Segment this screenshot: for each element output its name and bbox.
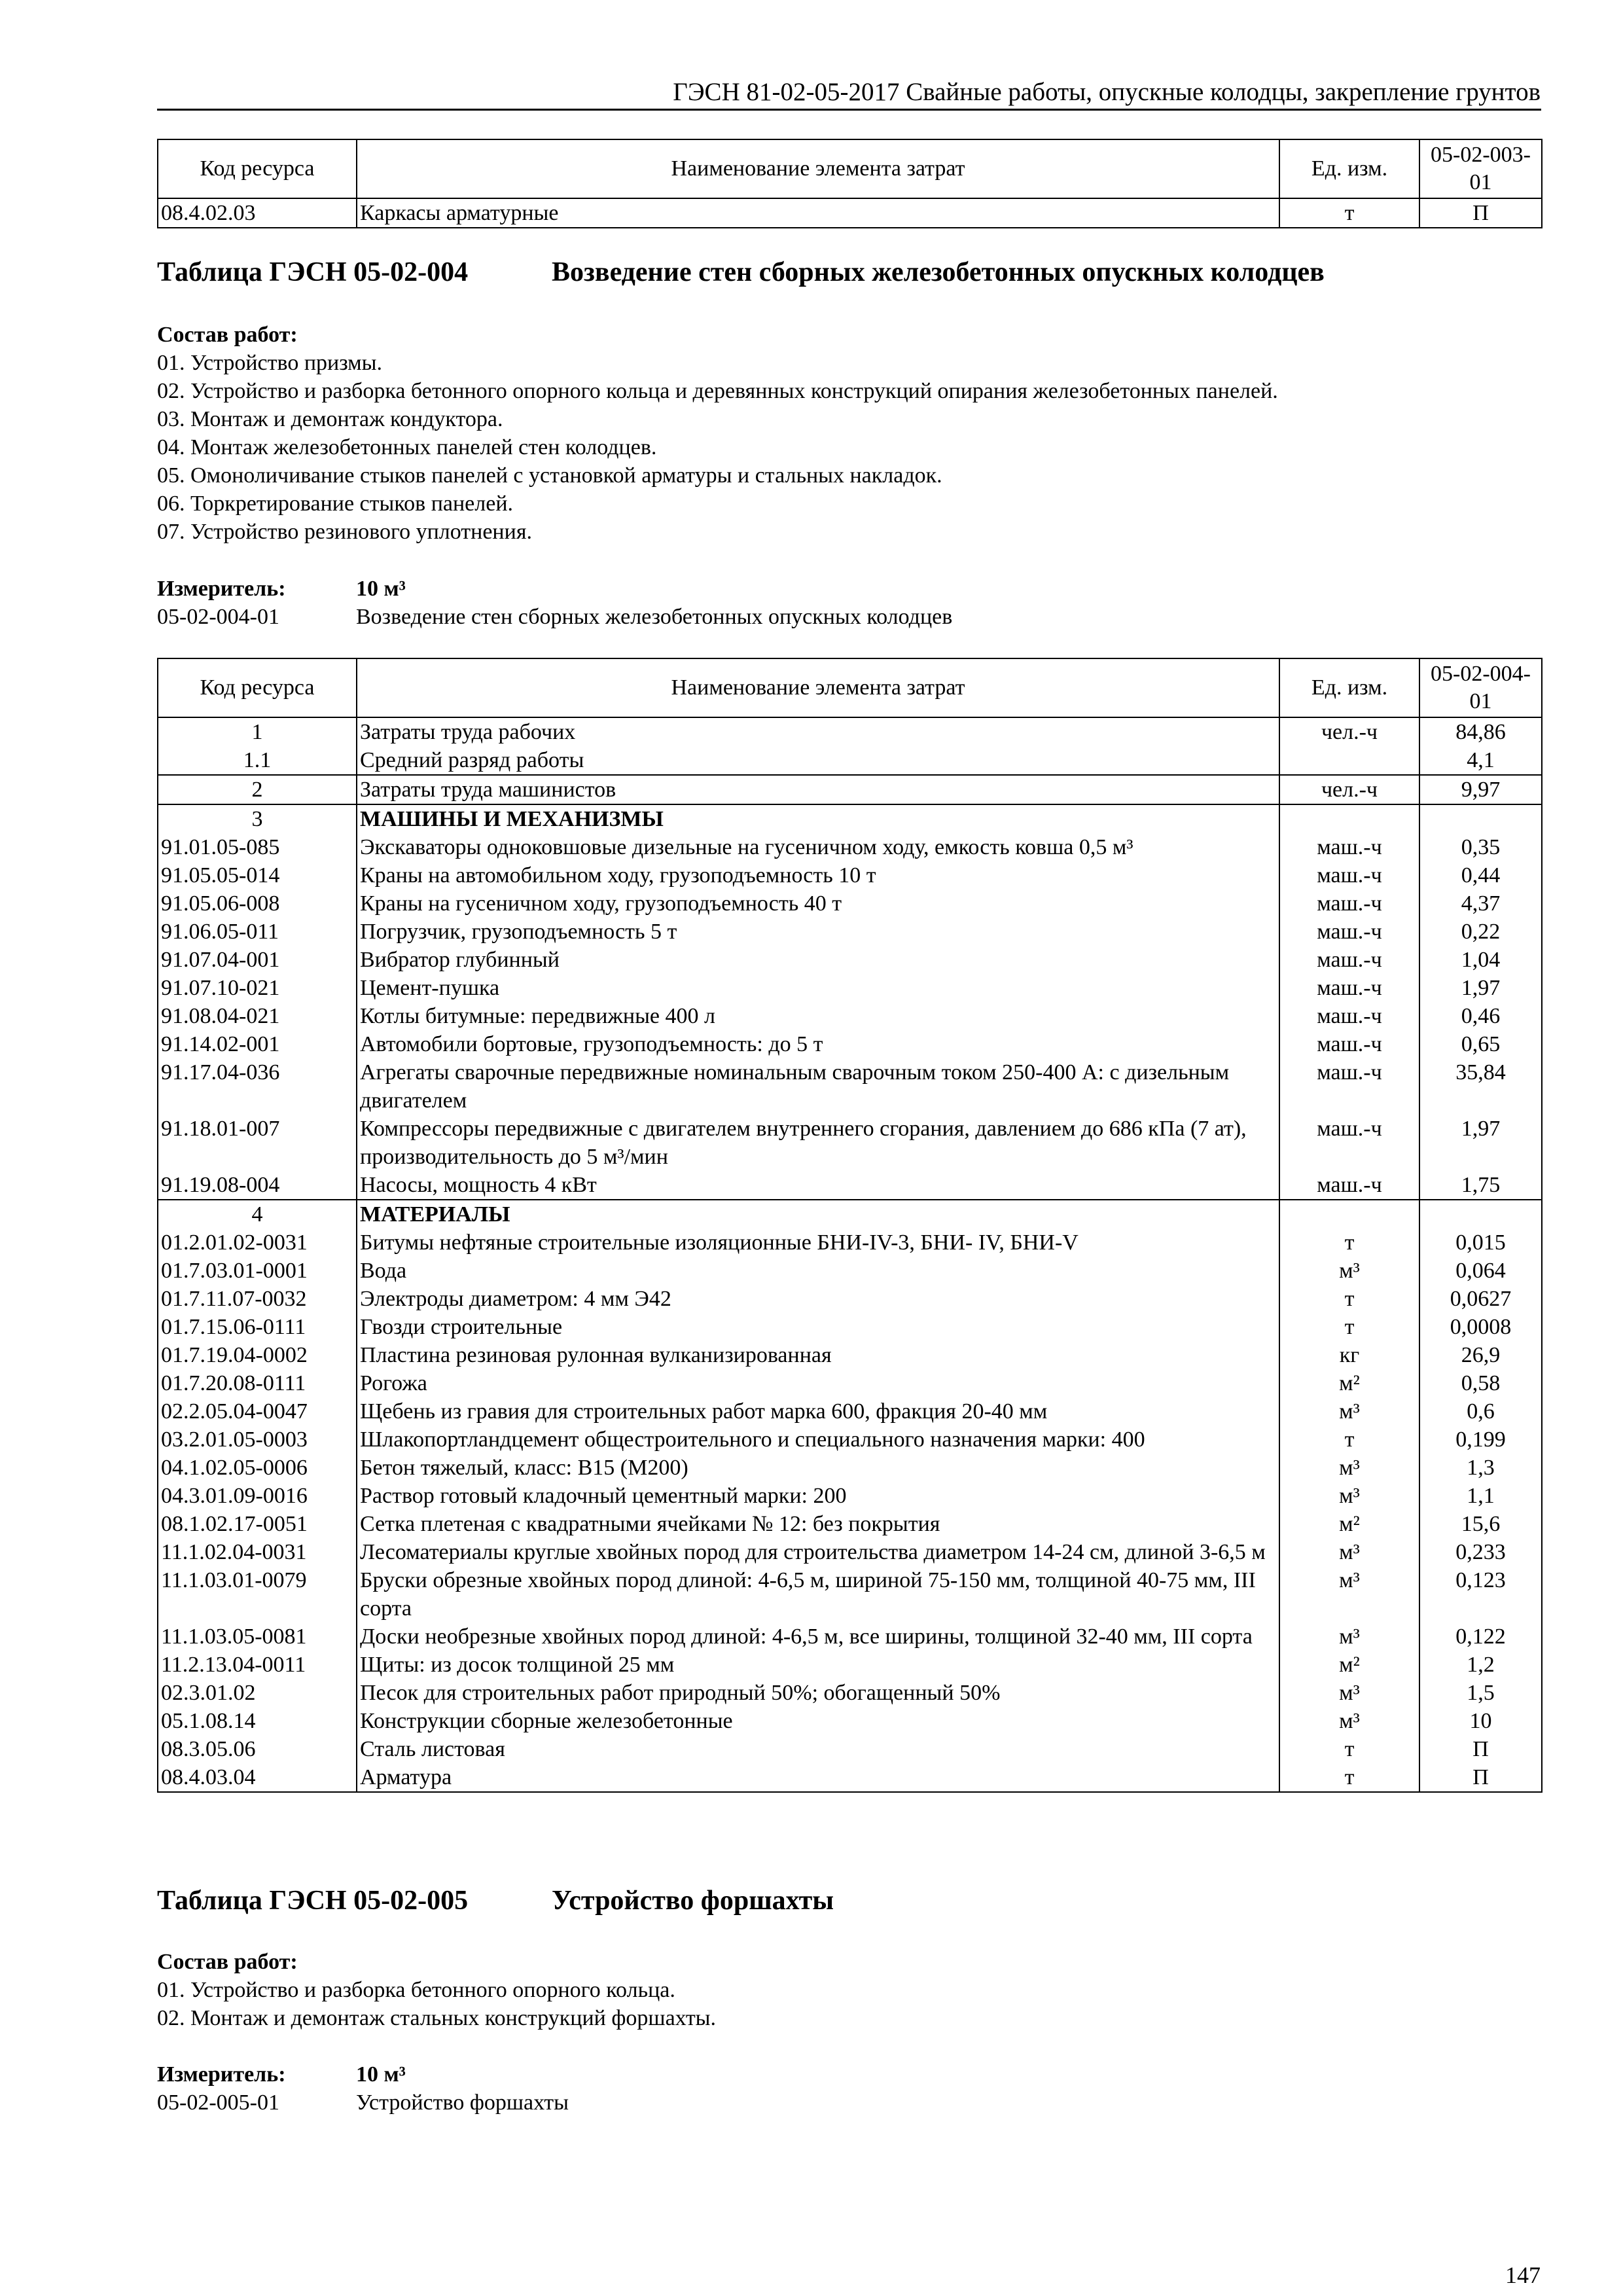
- resource-code-cell: 05.1.08.14: [158, 1707, 357, 1735]
- resource-value-cell: 0,22: [1419, 918, 1542, 946]
- resource-value-cell: 0,6: [1419, 1397, 1542, 1426]
- norm-item-name: Устройство форшахты: [356, 2090, 569, 2115]
- page-number: 147: [1505, 2262, 1541, 2288]
- resource-name-cell: Экскаваторы одноковшовые дизельные на гусеничном ходу, емкость ковша 0,5 м³: [357, 833, 1279, 861]
- resource-unit-cell: чел.-ч: [1279, 717, 1419, 746]
- work-item: 02. Устройство и разборка бетонного опорного кольца и деревянных конструкций опирания железобетонных панелей.: [157, 379, 1278, 403]
- table-row: [158, 1030, 1542, 1058]
- resource-name-cell: Сталь листовая: [357, 1735, 1279, 1763]
- col-header-norm-code: 05-02-003-01: [1419, 139, 1542, 198]
- resource-code-cell: 04.1.02.05-0006: [158, 1454, 357, 1482]
- resource-name-cell: Насосы, мощность 4 кВт: [357, 1171, 1279, 1200]
- resource-code-cell: 01.2.01.02-0031: [158, 1229, 357, 1257]
- resource-unit-cell: [1279, 804, 1419, 833]
- resource-unit-cell: [1279, 746, 1419, 775]
- col-header-code: Код ресурса: [158, 139, 357, 198]
- meter-value: 10 м³: [356, 2062, 406, 2087]
- resource-unit-cell: маш.-ч: [1279, 1115, 1419, 1171]
- resource-name-cell: Погрузчик, грузоподъемность 5 т: [357, 918, 1279, 946]
- resource-unit-cell: т: [1279, 1285, 1419, 1313]
- resource-unit-cell: маш.-ч: [1279, 946, 1419, 974]
- resource-code-cell: 04.3.01.09-0016: [158, 1482, 357, 1510]
- table-row: [158, 1735, 1542, 1763]
- header-rule: [157, 109, 1541, 111]
- table-row: [158, 717, 1542, 746]
- resource-name-cell: Гвозди строительные: [357, 1313, 1279, 1341]
- resource-table-05-02-003: [157, 139, 1543, 228]
- table-title-code: Таблица ГЭСН 05-02-004: [157, 257, 469, 287]
- resource-value-cell: 4,37: [1419, 889, 1542, 918]
- resource-unit-cell: м²: [1279, 1510, 1419, 1538]
- resource-value-cell: 15,6: [1419, 1510, 1542, 1538]
- resource-code-cell: 11.2.13.04-0011: [158, 1651, 357, 1679]
- resource-value-cell: 0,65: [1419, 1030, 1542, 1058]
- resource-code-cell: 1.1: [158, 746, 357, 775]
- resource-value-cell: 0,46: [1419, 1002, 1542, 1030]
- meter-label: Измеритель:: [157, 577, 286, 601]
- resource-code-cell: 91.18.01-007: [158, 1115, 357, 1171]
- meter-label: Измеритель:: [157, 2062, 286, 2087]
- table-row: [158, 1623, 1542, 1651]
- resource-code-cell: 91.01.05-085: [158, 833, 357, 861]
- resource-name-cell: Затраты труда рабочих: [357, 717, 1279, 746]
- table-title-05-02-005: [157, 1885, 834, 1916]
- table-row: [158, 198, 1542, 228]
- meter-block-05-02-005: [157, 2060, 1541, 2117]
- resource-value-cell: 1,2: [1419, 1651, 1542, 1679]
- resource-code-cell: 91.07.10-021: [158, 974, 357, 1002]
- resource-unit-cell: м³: [1279, 1397, 1419, 1426]
- resource-code-cell: 91.14.02-001: [158, 1030, 357, 1058]
- table-title-name: Возведение стен сборных железобетонных опускных колодцев: [552, 257, 1325, 287]
- table-row: [158, 1510, 1542, 1538]
- resource-unit-cell: [1279, 1200, 1419, 1229]
- work-item: 02. Монтаж и демонтаж стальных конструкций форшахты.: [157, 2006, 717, 2030]
- work-item: 03. Монтаж и демонтаж кондуктора.: [157, 407, 503, 431]
- table-row: [158, 1397, 1542, 1426]
- resource-unit-cell: маш.-ч: [1279, 974, 1419, 1002]
- resource-name-cell: Раствор готовый кладочный цементный марки: 200: [357, 1482, 1279, 1510]
- work-item: 04. Монтаж железобетонных панелей стен колодцев.: [157, 435, 657, 459]
- resource-code-cell: 08.3.05.06: [158, 1735, 357, 1763]
- resource-code-cell: 3: [158, 804, 357, 833]
- resource-value-cell: 0,015: [1419, 1229, 1542, 1257]
- resource-value-cell: 84,86: [1419, 717, 1542, 746]
- resource-unit-cell: маш.-ч: [1279, 1002, 1419, 1030]
- table-row: [158, 1341, 1542, 1369]
- resource-name-cell: МАТЕРИАЛЫ: [357, 1200, 1279, 1229]
- resource-unit-cell: маш.-ч: [1279, 889, 1419, 918]
- table-row: [158, 946, 1542, 974]
- resource-unit-cell: м³: [1279, 1566, 1419, 1623]
- table-row: [158, 1679, 1542, 1707]
- resource-name-cell: Компрессоры передвижные с двигателем внутреннего сгорания, давлением до 686 кПа (7 ат), производительность до 5 м³/мин: [357, 1115, 1279, 1171]
- resource-unit-cell: маш.-ч: [1279, 1030, 1419, 1058]
- resource-value-cell: 1,04: [1419, 946, 1542, 974]
- table-row: [158, 1285, 1542, 1313]
- meter-value: 10 м³: [356, 577, 406, 601]
- table-row: [158, 1200, 1542, 1229]
- resource-value-cell: 0,064: [1419, 1257, 1542, 1285]
- resource-code-cell: 08.4.02.03: [158, 198, 357, 228]
- resource-value-cell: 10: [1419, 1707, 1542, 1735]
- resource-name-cell: Средний разряд работы: [357, 746, 1279, 775]
- work-item: 01. Устройство и разборка бетонного опорного кольца.: [157, 1978, 675, 2002]
- resource-code-cell: 2: [158, 775, 357, 804]
- table-row: [158, 804, 1542, 833]
- resource-unit-cell: т: [1279, 1313, 1419, 1341]
- resource-value-cell: 0,35: [1419, 833, 1542, 861]
- resource-code-cell: 01.7.11.07-0032: [158, 1285, 357, 1313]
- resource-unit-cell: маш.-ч: [1279, 861, 1419, 889]
- resource-code-cell: 11.1.03.01-0079: [158, 1566, 357, 1623]
- resource-code-cell: 1: [158, 717, 357, 746]
- table-row: [158, 889, 1542, 918]
- table-row: [158, 1763, 1542, 1792]
- table-row: [158, 1651, 1542, 1679]
- resource-name-cell: Вода: [357, 1257, 1279, 1285]
- resource-value-cell: 0,0008: [1419, 1313, 1542, 1341]
- table-row: [158, 1369, 1542, 1397]
- resource-code-cell: 11.1.03.05-0081: [158, 1623, 357, 1651]
- resource-name-cell: Вибратор глубинный: [357, 946, 1279, 974]
- resource-code-cell: 01.7.03.01-0001: [158, 1257, 357, 1285]
- resource-unit-cell: маш.-ч: [1279, 1171, 1419, 1200]
- table-row: [158, 1538, 1542, 1566]
- resource-value-cell: 9,97: [1419, 775, 1542, 804]
- resource-name-cell: Электроды диаметром: 4 мм Э42: [357, 1285, 1279, 1313]
- resource-unit-cell: м³: [1279, 1257, 1419, 1285]
- table-row: [158, 1257, 1542, 1285]
- resource-value-cell: 1,3: [1419, 1454, 1542, 1482]
- resource-name-cell: Песок для строительных работ природный 50%; обогащенный 50%: [357, 1679, 1279, 1707]
- table-title-05-02-004: [157, 257, 1325, 288]
- work-item: 05. Омоноличивание стыков панелей с установкой арматуры и стальных накладок.: [157, 463, 942, 488]
- resource-value-cell: 0,58: [1419, 1369, 1542, 1397]
- resource-code-cell: 91.19.08-004: [158, 1171, 357, 1200]
- col-header-unit: Ед. изм.: [1279, 658, 1419, 717]
- table-row: [158, 775, 1542, 804]
- resource-code-cell: 91.05.05-014: [158, 861, 357, 889]
- resource-name-cell: Агрегаты сварочные передвижные номинальным сварочным током 250-400 А: с дизельным двигателем: [357, 1058, 1279, 1115]
- resource-code-cell: 91.08.04-021: [158, 1002, 357, 1030]
- resource-name-cell: Шлакопортландцемент общестроительного и специального назначения марки: 400: [357, 1426, 1279, 1454]
- resource-name-cell: Щиты: из досок толщиной 25 мм: [357, 1651, 1279, 1679]
- table-row: [158, 1482, 1542, 1510]
- norm-item-code: 05-02-004-01: [157, 605, 279, 629]
- resource-name-cell: МАШИНЫ И МЕХАНИЗМЫ: [357, 804, 1279, 833]
- works-heading: Состав работ:: [157, 1950, 298, 1974]
- table-row: [158, 1454, 1542, 1482]
- resource-unit-cell: т: [1279, 1735, 1419, 1763]
- resource-name-cell: Битумы нефтяные строительные изоляционные БНИ-IV-3, БНИ- IV, БНИ-V: [357, 1229, 1279, 1257]
- resource-name-cell: Сетка плетеная с квадратными ячейками № 12: без покрытия: [357, 1510, 1279, 1538]
- resource-value-cell: 35,84: [1419, 1058, 1542, 1115]
- resource-unit-cell: м³: [1279, 1623, 1419, 1651]
- table-title-code: Таблица ГЭСН 05-02-005: [157, 1886, 469, 1916]
- table-row: [158, 1002, 1542, 1030]
- resource-value-cell: 0,199: [1419, 1426, 1542, 1454]
- resource-name-cell: Цемент-пушка: [357, 974, 1279, 1002]
- resource-name-cell: Каркасы арматурные: [357, 198, 1279, 228]
- resource-code-cell: 91.05.06-008: [158, 889, 357, 918]
- works-list-05-02-005: [157, 1948, 716, 2032]
- resource-name-cell: Рогожа: [357, 1369, 1279, 1397]
- resource-code-cell: 02.3.01.02: [158, 1679, 357, 1707]
- resource-name-cell: Доски необрезные хвойных пород длиной: 4-6,5 м, все ширины, толщиной 32-40 мм, III сорта: [357, 1623, 1279, 1651]
- resource-code-cell: 08.1.02.17-0051: [158, 1510, 357, 1538]
- resource-unit-cell: маш.-ч: [1279, 918, 1419, 946]
- resource-value-cell: [1419, 804, 1542, 833]
- resource-name-cell: Лесоматериалы круглые хвойных пород для строительства диаметром 14-24 см, длиной 3-6,5 м: [357, 1538, 1279, 1566]
- resource-code-cell: 01.7.19.04-0002: [158, 1341, 357, 1369]
- resource-code-cell: 91.06.05-011: [158, 918, 357, 946]
- resource-unit-cell: м³: [1279, 1538, 1419, 1566]
- document-header-title: ГЭСН 81-02-05-2017 Свайные работы, опускные колодцы, закрепление грунтов: [673, 78, 1541, 106]
- resource-name-cell: Котлы битумные: передвижные 400 л: [357, 1002, 1279, 1030]
- resource-code-cell: 02.2.05.04-0047: [158, 1397, 357, 1426]
- table-row: [158, 861, 1542, 889]
- work-item: 06. Торкретирование стыков панелей.: [157, 492, 514, 516]
- resource-code-cell: 11.1.02.04-0031: [158, 1538, 357, 1566]
- resource-code-cell: 01.7.20.08-0111: [158, 1369, 357, 1397]
- resource-unit-cell: маш.-ч: [1279, 1058, 1419, 1115]
- resource-value-cell: 0,44: [1419, 861, 1542, 889]
- norm-item-name: Возведение стен сборных железобетонных опускных колодцев: [356, 605, 953, 629]
- resource-unit-cell: м²: [1279, 1651, 1419, 1679]
- table-row: [158, 974, 1542, 1002]
- resource-unit-cell: т: [1279, 1426, 1419, 1454]
- resource-name-cell: Краны на гусеничном ходу, грузоподъемность 40 т: [357, 889, 1279, 918]
- col-header-norm-code: 05-02-004-01: [1419, 658, 1542, 717]
- resource-code-cell: 91.07.04-001: [158, 946, 357, 974]
- resource-name-cell: Бруски обрезные хвойных пород длиной: 4-6,5 м, шириной 75-150 мм, толщиной 40-75 мм, III сорта: [357, 1566, 1279, 1623]
- resource-code-cell: 91.17.04-036: [158, 1058, 357, 1115]
- resource-unit-cell: м³: [1279, 1482, 1419, 1510]
- resource-unit-cell: м³: [1279, 1454, 1419, 1482]
- table-row: [158, 1313, 1542, 1341]
- resource-name-cell: Пластина резиновая рулонная вулканизированная: [357, 1341, 1279, 1369]
- resource-value-cell: 1,75: [1419, 1171, 1542, 1200]
- resource-value-cell: 1,97: [1419, 974, 1542, 1002]
- resource-value-cell: 1,97: [1419, 1115, 1542, 1171]
- table-row: [158, 1707, 1542, 1735]
- resource-name-cell: Щебень из гравия для строительных работ марка 600, фракция 20-40 мм: [357, 1397, 1279, 1426]
- resource-unit-cell: м³: [1279, 1707, 1419, 1735]
- work-item: 01. Устройство призмы.: [157, 351, 383, 375]
- resource-value-cell: 0,123: [1419, 1566, 1542, 1623]
- col-header-unit: Ед. изм.: [1279, 139, 1419, 198]
- resource-unit-cell: м²: [1279, 1369, 1419, 1397]
- resource-name-cell: Бетон тяжелый, класс: В15 (М200): [357, 1454, 1279, 1482]
- resource-value-cell: 0,0627: [1419, 1285, 1542, 1313]
- resource-unit-cell: м³: [1279, 1679, 1419, 1707]
- resource-value-cell: 0,122: [1419, 1623, 1542, 1651]
- resource-name-cell: Затраты труда машинистов: [357, 775, 1279, 804]
- resource-value-cell: П: [1419, 1735, 1542, 1763]
- resource-name-cell: Краны на автомобильном ходу, грузоподъемность 10 т: [357, 861, 1279, 889]
- resource-unit-cell: маш.-ч: [1279, 833, 1419, 861]
- resource-name-cell: Конструкции сборные железобетонные: [357, 1707, 1279, 1735]
- table-row: [158, 1058, 1542, 1115]
- table-row: [158, 1171, 1542, 1200]
- table-row: [158, 833, 1542, 861]
- resource-unit-cell: кг: [1279, 1341, 1419, 1369]
- resource-unit-cell: чел.-ч: [1279, 775, 1419, 804]
- resource-code-cell: 08.4.03.04: [158, 1763, 357, 1792]
- resource-name-cell: Автомобили бортовые, грузоподъемность: до 5 т: [357, 1030, 1279, 1058]
- resource-value-cell: 4,1: [1419, 746, 1542, 775]
- resource-value-cell: 0,233: [1419, 1538, 1542, 1566]
- col-header-code: Код ресурса: [158, 658, 357, 717]
- works-heading: Состав работ:: [157, 323, 298, 347]
- meter-block-05-02-004: [157, 575, 1541, 631]
- resource-code-cell: 4: [158, 1200, 357, 1229]
- table-row: [158, 918, 1542, 946]
- table-row: [158, 1566, 1542, 1623]
- work-item: 07. Устройство резинового уплотнения.: [157, 520, 532, 544]
- table-row: [158, 1426, 1542, 1454]
- table-row: [158, 1115, 1542, 1171]
- resource-value-cell: [1419, 1200, 1542, 1229]
- table-title-name: Устройство форшахты: [552, 1886, 834, 1916]
- resource-value-cell: 1,5: [1419, 1679, 1542, 1707]
- resource-unit-cell: т: [1279, 1229, 1419, 1257]
- norm-item-code: 05-02-005-01: [157, 2090, 279, 2115]
- resource-value-cell: П: [1419, 1763, 1542, 1792]
- resource-unit-cell: т: [1279, 1763, 1419, 1792]
- resource-name-cell: Арматура: [357, 1763, 1279, 1792]
- resource-value-cell: 26,9: [1419, 1341, 1542, 1369]
- col-header-name: Наименование элемента затрат: [357, 658, 1279, 717]
- resource-code-cell: 01.7.15.06-0111: [158, 1313, 357, 1341]
- works-list-05-02-004: [157, 321, 1278, 546]
- table-row: [158, 746, 1542, 775]
- resource-value-cell: П: [1419, 198, 1542, 228]
- col-header-name: Наименование элемента затрат: [357, 139, 1279, 198]
- resource-table-05-02-004: [157, 658, 1543, 1793]
- resource-value-cell: 1,1: [1419, 1482, 1542, 1510]
- table-row: [158, 1229, 1542, 1257]
- resource-code-cell: 03.2.01.05-0003: [158, 1426, 357, 1454]
- resource-unit-cell: т: [1279, 198, 1419, 228]
